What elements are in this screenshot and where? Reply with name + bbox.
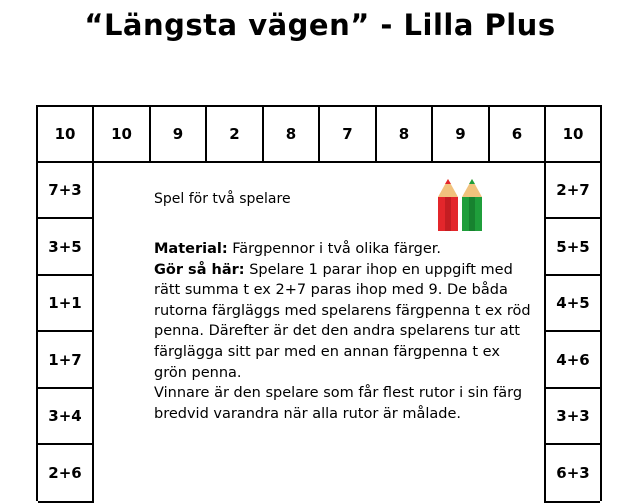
board-cell[interactable]: 8 <box>264 107 320 163</box>
board-cell[interactable]: 3+4 <box>38 389 94 445</box>
instructions-panel <box>38 163 600 503</box>
material-label: Material: <box>154 241 228 257</box>
material-text: Färgpennor i två olika färger. <box>227 241 442 257</box>
board-cell[interactable]: 6 <box>490 107 546 163</box>
winner-text: Vinnare är den spelare som får flest rutor i sin färg bredvid varandra när alla rutor är målade. <box>154 385 523 422</box>
board-cell[interactable]: 7 <box>320 107 377 163</box>
board-cell[interactable]: 10 <box>546 107 600 163</box>
board-cell[interactable]: 10 <box>94 107 151 163</box>
board-cell[interactable]: 3+5 <box>38 219 94 276</box>
board-cell[interactable]: 3+3 <box>544 389 600 445</box>
board-cell[interactable]: 5+5 <box>544 219 600 276</box>
board-cell[interactable]: 4+6 <box>544 332 600 389</box>
board-cell[interactable]: 2 <box>207 107 264 163</box>
board-cell[interactable]: 7+3 <box>38 163 94 219</box>
rules-text <box>154 239 534 424</box>
board-cell[interactable]: 9 <box>151 107 207 163</box>
board-cell[interactable]: 6+3 <box>544 445 600 503</box>
board-cell[interactable]: 2+7 <box>544 163 600 219</box>
green-pencil-icon <box>462 179 482 231</box>
page-title: “Längsta vägen” - Lilla Plus <box>84 8 556 42</box>
board-cell[interactable]: 1+1 <box>38 276 94 332</box>
how-text: Spelare 1 parar ihop en uppgift med rätt summa t ex 2+7 paras ihop med 9. De båda rutorna färgläggs med spelarens färgpenna t ex röd penna. Därefter är det den andra spelarens tur att färglägga sitt par med en annan färgpenna t ex grön penna. <box>154 261 531 381</box>
board-cell[interactable]: 10 <box>38 107 94 163</box>
board-cell[interactable]: 9 <box>433 107 490 163</box>
red-pencil-icon <box>438 179 458 231</box>
intro-text: Spel för två spelare <box>154 191 291 207</box>
game-board <box>36 105 602 501</box>
board-cell[interactable]: 4+5 <box>544 276 600 332</box>
colored-pencils-icon <box>436 177 486 233</box>
board-cell[interactable]: 8 <box>377 107 433 163</box>
how-label: Gör så här: <box>154 261 245 278</box>
board-cell[interactable]: 1+7 <box>38 332 94 389</box>
board-cell[interactable]: 2+6 <box>38 445 94 503</box>
